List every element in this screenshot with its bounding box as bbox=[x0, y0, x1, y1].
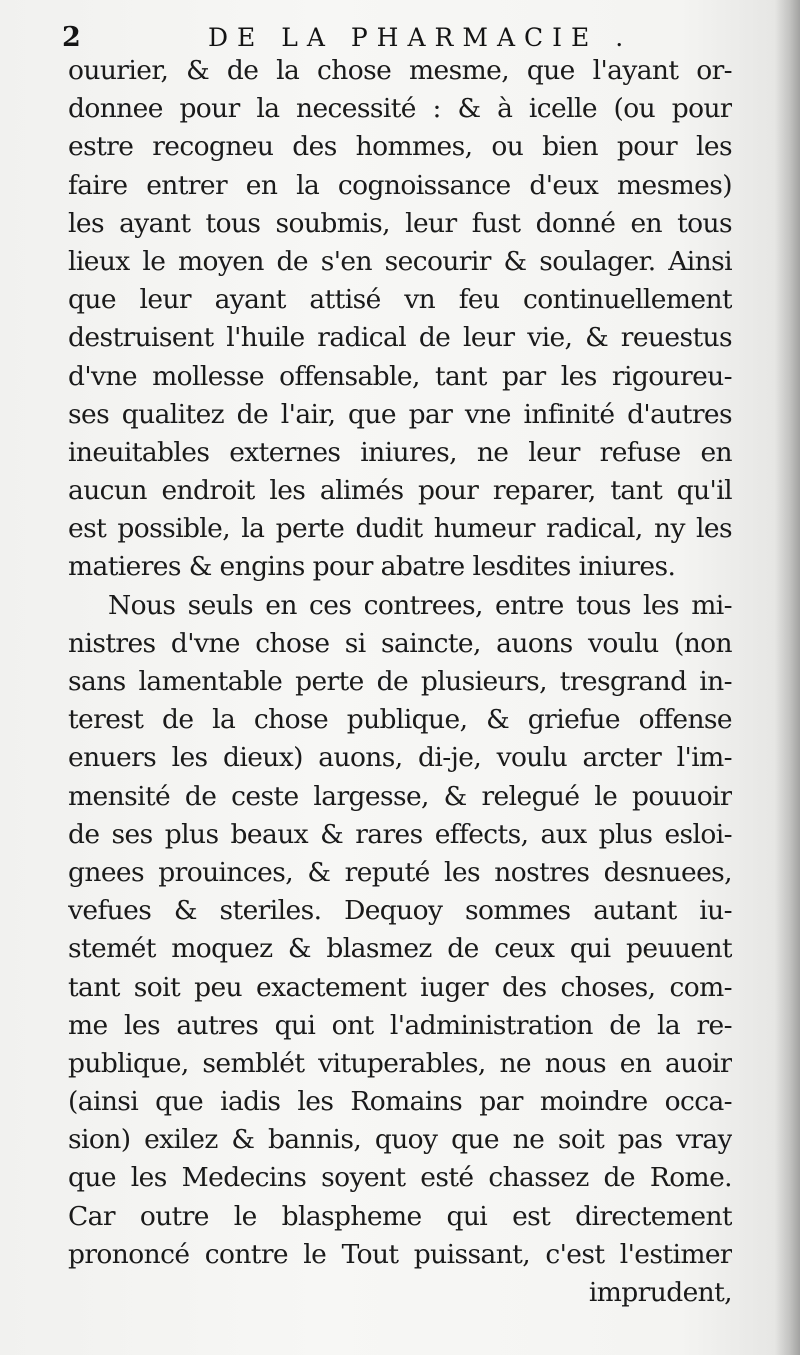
text-line: prononcé contre le Tout puissant, c'est l'estimer bbox=[68, 1238, 732, 1270]
text-line: sion) exilez & bannis, quoy que ne soit pas vray bbox=[68, 1124, 732, 1156]
text-line: sans lamentable perte de plusieurs, tresgrand in- bbox=[68, 666, 732, 697]
text-line: d'vne mollesse offensable, tant par les rigoureu- bbox=[68, 360, 732, 392]
text-line: enuers les dieux) auons, di-je, voulu arcter l'im- bbox=[68, 742, 732, 774]
text-line: Car outre le blaspheme qui est directement bbox=[68, 1200, 732, 1232]
text-line: faire entrer en la cognoissance d'eux mesmes) bbox=[68, 169, 732, 201]
text-line: est possible, la perte dudit humeur radical, ny les bbox=[68, 513, 732, 545]
running-title: DE LA PHARMACIE . bbox=[208, 23, 633, 52]
page-number: 2 bbox=[62, 22, 81, 53]
text-line: aucun endroit les alimés pour reparer, tant qu'il bbox=[68, 475, 732, 507]
text-line: stemét moquez & blasmez de ceux qui peuuent bbox=[68, 933, 732, 965]
text-line: mensité de ceste largesse, & relegué le pouuoir bbox=[68, 780, 732, 812]
text-line: que leur ayant attisé vn feu continuellement bbox=[68, 284, 732, 316]
text-line: de ses plus beaux & rares effects, aux plus esloi- bbox=[68, 818, 732, 850]
text-line: nistres d'vne chose si saincte, auons voulu (non bbox=[68, 627, 732, 659]
text-line: terest de la chose publique, & griefue offense bbox=[68, 704, 732, 736]
text-line: publique, semblét vituperables, ne nous en auoir bbox=[68, 1047, 732, 1079]
text-line: estre recogneu des hommes, ou bien pour les bbox=[68, 131, 732, 163]
page-edge-shadow bbox=[774, 0, 800, 1355]
text-line: (ainsi que iadis les Romains par moindre occa- bbox=[68, 1086, 732, 1118]
text-line: destruisent l'huile radical de leur vie, & reuestus bbox=[68, 322, 732, 354]
text-line: ses qualitez de l'air, que par vne infinité d'autres bbox=[68, 398, 732, 430]
text-line: vefues & steriles. Dequoy sommes autant iu- bbox=[68, 895, 732, 927]
catchword: imprudent, bbox=[588, 1277, 732, 1308]
text-line: me les autres qui ont l'administration de la re- bbox=[68, 1009, 732, 1041]
text-line-indented: Nous seuls en ces contrees, entre tous les mi- bbox=[108, 589, 732, 621]
text-line: ineuitables externes iniures, ne leur refuse en bbox=[68, 436, 732, 468]
text-line: les ayant tous soubmis, leur fust donné en tous bbox=[68, 207, 732, 239]
body-text bbox=[68, 52, 732, 1312]
text-line: donnee pour la necessité : & à icelle (ou pour bbox=[68, 93, 732, 125]
text-line: ouurier, & de la chose mesme, que l'ayant or- bbox=[68, 55, 732, 86]
text-line: tant soit peu exactement iuger des choses, com- bbox=[68, 971, 732, 1003]
running-head bbox=[62, 20, 742, 56]
text-line: que les Medecins soyent esté chassez de Rome. bbox=[68, 1162, 732, 1194]
text-line: matieres & engins pour abatre lesdites iniures. bbox=[68, 551, 676, 583]
text-line: gnees prouinces, & reputé les nostres desnuees, bbox=[68, 856, 732, 888]
text-line: lieux le moyen de s'en secourir & soulager. Ainsi bbox=[68, 245, 732, 277]
